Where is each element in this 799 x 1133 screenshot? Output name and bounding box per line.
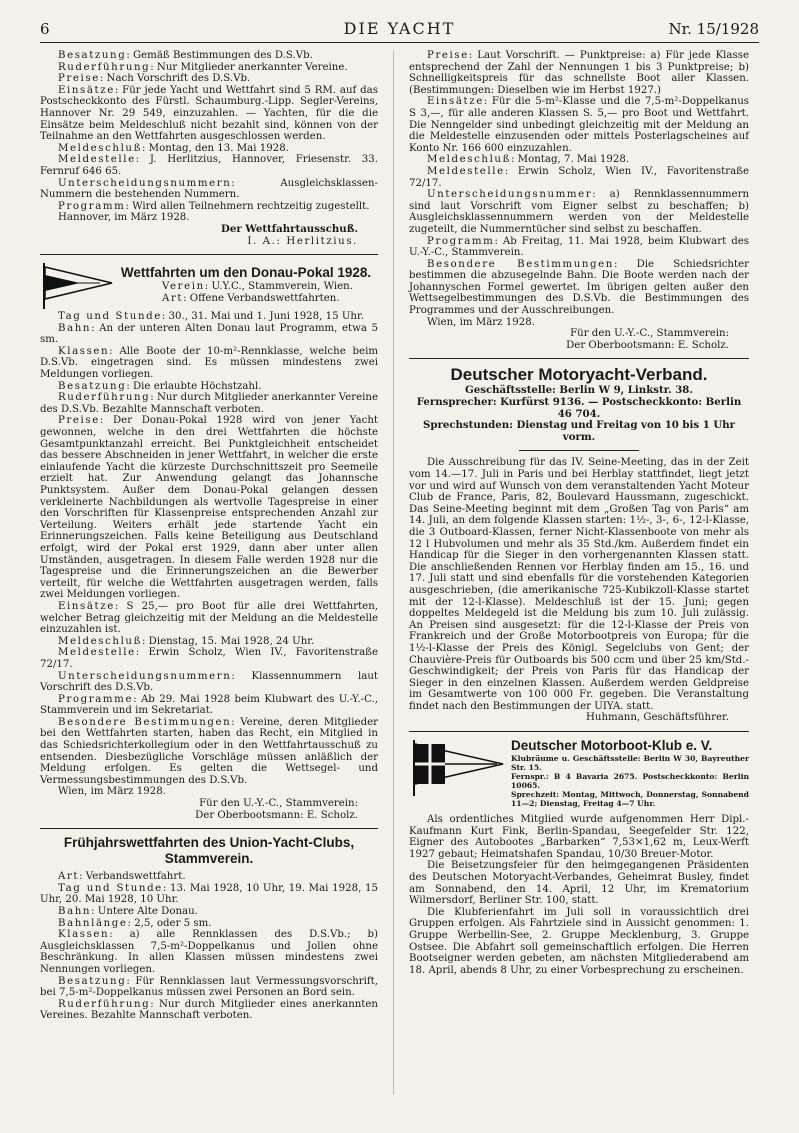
entry-item	[40, 346, 378, 381]
entry-key: Verein	[162, 281, 205, 293]
entry-key: Unterscheidungsnummern	[58, 670, 232, 682]
entry-item	[40, 671, 378, 694]
right-column	[409, 50, 749, 976]
entry-item	[40, 381, 378, 393]
donau-pokal-heading	[114, 261, 378, 304]
entry-item	[40, 717, 378, 787]
entry-key: Tag und Stunde	[58, 882, 163, 894]
hannover-place-date: Hannover, im März 1928.	[58, 212, 190, 224]
entry-key: Besatzung	[58, 380, 127, 392]
entry-item	[40, 918, 378, 930]
entry-item	[40, 601, 378, 636]
donau-signature-club: Für den U.-Y.-C., Stammverein:	[199, 798, 358, 810]
entry-key: Preise	[427, 50, 469, 61]
entry-text: : U.Y.C., Stammverein, Wien.	[204, 281, 353, 293]
club-flag-icon	[409, 738, 505, 798]
donau-place-date: Wien, im März 1928.	[58, 786, 166, 798]
header-rule	[40, 42, 759, 43]
entry-text: : Erwin Scholz, Wien IV., Favoritenstraße 72/17.	[409, 165, 749, 189]
entry-item	[409, 259, 749, 317]
entry-text: : Vereine, deren Mitglieder bei den Wettfahrten starten, haben das Recht, ein Mitglied in das Schiedsrichterkollegium oder in den Wettfahrtausschuß zu entsenden. Diesbezügliche Vorschläge müssen anläßlich der Meldung erfolgen. Es gelten die Wettsegel- und Vermessungsbestimmungen des D.S.Vb.	[40, 716, 378, 786]
dmk-paragraph-funeral: Die Beisetzungsfeier für den heimgegangenen Präsidenten des Deutschen Motoryacht-Verbandes, Geheimrat Busley, findet am Sonnabend, den 14. April, 12 Uhr, im Krematorium Wilmersdorf, Berliner Str. 100, statt.	[409, 860, 749, 907]
donau-pokal-title: Wettfahrten um den Donau-Pokal 1928.	[120, 265, 372, 281]
entry-key: Einsätze	[58, 600, 115, 612]
entry-item	[40, 929, 378, 975]
entry-key: Unterscheidungsnummern	[58, 177, 232, 189]
entry-text: : Gemäß Bestimmungen des D.S.Vb.	[126, 50, 313, 61]
entry-text: : a) Rennklassennummern sind laut Vorschrift vom Eigner selbst zu beschaffen; b) Ausgleichsklassennummern werden von der Meldestelle zugeteilt, die Nummerntücher sind selbst zu beschaffen.	[409, 189, 749, 235]
entry-key: Art	[58, 871, 80, 883]
entry-item	[40, 50, 378, 62]
entry-key: Meldeschluß	[58, 142, 142, 154]
entry-key: Besondere Bestimmungen	[58, 716, 232, 728]
entry-item	[40, 73, 378, 85]
entry-key: Meldestelle	[58, 154, 136, 166]
entry-text: : Ab Freitag, 11. Mai 1928, beim Klubwart des U.-Y.-C., Stammverein.	[409, 235, 749, 259]
entry-key: Preise	[58, 73, 100, 85]
entry-key: Klassen	[58, 929, 110, 941]
entry-text: : S 25,— pro Boot für alle drei Wettfahrten, welcher Betrag gleichzeitig mit der Meldung an die Meldestelle einzuzahlen ist.	[40, 600, 378, 636]
entry-text: : J. Herlitzius, Hannover, Friesenstr. 33. Fernruf 646 65.	[40, 154, 378, 177]
issue-number: Nr. 15/1928	[668, 20, 759, 38]
entry-item	[40, 154, 378, 177]
union-place-date: Wien, im März 1928.	[427, 316, 535, 328]
entry-text: : Laut Vorschrift. — Punktpreise: a) Für jede Klasse entsprechend der Zahl der Nennungen 1 bis 3 Punktpreise; b) Schnelligkeitspreis für das schnellste Boot aller Klassen. (Bestimmungen: Dieselben wie im Herbst 1927.)	[409, 50, 749, 96]
section-rule	[409, 358, 749, 359]
dmk-paragraph-member: Als ordentliches Mitglied wurde aufgenommen Herr Dipl.-Kaufmann Kurt Fink, Berlin-Spandau, Seegefelder Str. 122, Eigner des Autobootes „Barbarken“ 7,53×1,62 m, Leux-Werft 1927 gebaut; Heimatshafen Spandau, 10/30 Breuer-Motor.	[409, 814, 749, 860]
section-rule	[40, 254, 378, 255]
entry-key: Art	[162, 292, 184, 304]
dmv-title: Deutscher Motoryacht-Verband.	[450, 365, 708, 385]
entry-text: : 2,5, oder 5 sm.	[127, 917, 212, 929]
entry-key: Ruderführung	[58, 61, 151, 73]
union-yacht-title-1: Frühjahrswettfahrten des Union-Yacht-Clubs,	[63, 835, 355, 851]
entry-text: : Montag, 7. Mai 1928.	[511, 154, 630, 166]
union-signature-club: Für den U.-Y.-C., Stammverein:	[570, 328, 729, 340]
dmv-signature: Huhmann, Geschäftsführer.	[586, 712, 729, 724]
entry-text: : Dienstag, 15. Mai 1928, 24 Uhr.	[142, 635, 315, 647]
entry-text: : 13. Mai 1928, 10 Uhr, 19. Mai 1928, 15 Uhr, 20. Mai 1928, 10 Uhr.	[40, 882, 378, 906]
dmk-paragraph-tour: Die Klubferienfahrt im Juli soll in voraussichtlich drei Gruppen erfolgen. Als Fahrtziele sind in Aussicht genommen: 1. Gruppe Werbellin-See, 2. Gruppe Mecklenburg, 3. Gruppe Ostsee. Die Abfahrt soll gemeinschaftlich erfolgen. Die Herren Bootseigner werden gebeten, am nächsten Mitgliederabend am 18. April, abends 8 Uhr, zu einer Vorbesprechung zu erscheinen.	[409, 906, 749, 976]
hannover-signature-committee: Der Wettfahrtausschuß.	[221, 222, 358, 235]
entry-item	[40, 906, 378, 918]
entry-text: : Erwin Scholz, Wien IV., Favoritenstraße 72/17.	[40, 647, 378, 670]
dmv-phone: Fernsprecher: Kurfürst 9136. — Postscheckkonto: Berlin 46 704.	[416, 396, 742, 420]
entry-item	[40, 871, 378, 883]
entry-text: : Klassennummern laut Vorschrift des D.S.Vb.	[40, 670, 378, 694]
entry-key: Bahnlänge	[58, 917, 128, 929]
left-column	[40, 50, 378, 1022]
entry-text: : Ab 29. Mai 1928 beim Klubwart des U.-Y.-C., Stammverein und im Sekretariat.	[40, 693, 378, 717]
hannover-signature-name: I. A.: Herlitzius.	[247, 235, 358, 247]
entry-item	[40, 143, 378, 155]
entry-item	[144, 281, 378, 293]
union-yacht-details-continued	[409, 50, 749, 317]
entry-item	[40, 311, 378, 323]
dmv-paragraph: Die Ausschreibung für das IV. Seine-Meeting, das in der Zeit vom 14.—17. Juli in Paris und bei Herblay stattfindet, liegt jetzt vor und wird auf Wunsch von dem veranstaltenden Yacht Moteur Club de France, Paris, 82, Boulevard Haussmann, zugeschickt. Das Seine-Meeting beginnt mit dem „Großen Tag von Paris“ am 14. Juli, an dem folgende Klassen starten: 1½-, 3-, 6-, 12-l-Klasse, die 3 Outboard-Klassen, ferner Nicht-Klassenboote von mehr als 12 l Hubvolumen und mehr als 35 Std./km. Außerdem findet ein Handicap für die Sieger in den vorhergenannten Klassen statt. Die anschließenden Rennen vor Herblay finden am 15., 16. und 17. Juli statt und sind ebenfalls für die vorstehenden Kategorien ausgeschrieben, (die amerikanische 725-Kubikzoll-Klasse startet mit der 12-l-Klasse). Meldeschluß ist der 15. Juni; gegen doppeltes Meldegeld ist die Meldung bis zum 10. Juli zulässig. An Preisen sind ausgesetzt: für die 12-l-Klasse der Preis von Frankreich und der Große Motorbootpreis von Europa; für die 1½-l-Klasse der Preis des Königl. Segelclubs von Gent; der Chauvière-Preis für Outboards bis 500 ccm und über 25 km/Std.-Geschwindigkeit; der Preis von Paris für das Handicap der Sieger in den einzelnen Klassen. Außerdem werden Geldpreise im Gesamtwerte von 100 000 Fr. gegeben. Die Veranstaltung findet nach den Bestimmungen der UIYA. statt.	[409, 457, 749, 712]
dmk-title: Deutscher Motorboot-Klub e. V.	[511, 738, 713, 754]
entry-item	[409, 166, 749, 189]
entry-text: : Nur Mitglieder anerkannter Vereine.	[150, 61, 348, 73]
entry-key: Besatzung	[58, 975, 127, 987]
entry-key: Unterscheidungsnummer	[427, 189, 593, 201]
entry-item	[409, 189, 749, 235]
entry-key: Programm	[427, 235, 495, 247]
entry-key: Meldestelle	[427, 165, 505, 177]
donau-signature-name: Der Oberbootsmann: E. Scholz.	[195, 809, 358, 821]
donau-pokal-intro	[114, 281, 378, 304]
page-number: 6	[40, 20, 50, 38]
dmk-heading	[505, 738, 749, 808]
entry-item	[409, 96, 749, 154]
dmk-hours: Sprechzeit: Montag, Mittwoch, Donnerstag, Sonnabend 11—2; Dienstag, Freitag 4—7 Uhr.	[511, 790, 749, 809]
entry-text: : a) alle Rennklassen des D.S.Vb.; b) Ausgleichsklassen 7,5-m²-Doppelkanus und Jollen ohne Beschränkung. In allen Klassen müssen mindestens zwei Nennungen vorliegen.	[40, 929, 378, 975]
entry-item	[40, 976, 378, 999]
entry-item	[409, 154, 749, 166]
entry-item	[40, 647, 378, 670]
entry-item	[40, 323, 378, 346]
entry-item	[409, 236, 749, 259]
entry-text: : Der Donau-Pokal 1928 wird von jener Yacht gewonnen, welche in den drei Wettfahrten die höchste Gesamtpunktanzahl erreicht. Bei Punktgleichheit entscheidet das bessere Abschneiden in jener Wettfahrt, in welcher die erste einlaufende Yacht die kürzeste Durchschnittszeit pro Seemeile erzielt hat. Zur Anwendung gelangt das Johannsche Punktsystem. Außer dem Donau-Pokal gelangen dessen verkleinerte Nachbildungen als wertvolle Tagespreise in einer den Vorschriften für Klassenpreise entsprechenden Anzahl zur Verteilung. Weiters erhält jede startende Yacht ein Erinnerungszeichen. Falls keine Beteiligung aus Deutschland erfolgt, wird der Pokal erst 1929, dann aber unter allen Umständen, ausgetragen. In diesem Falle werden 1928 nur die Tagespreise und die Erinnerungszeichen an die Bewerber verteilt, für welche die Wettfahrten ausgetragen werden, falls zwei Meldungen vorliegen.	[40, 415, 378, 601]
entry-text: : Für Rennklassen laut Vermessungsvorschrift, bei 7,5-m²-Doppelkanus müssen zwei Personen an Bord sein.	[40, 975, 378, 999]
entry-key: Programme	[58, 693, 134, 705]
entry-item	[40, 392, 378, 415]
entry-key: Meldeschluß	[427, 154, 511, 166]
entry-item	[40, 636, 378, 648]
entry-key: Besondere Bestimmungen	[427, 258, 614, 270]
entry-item	[144, 293, 378, 305]
dmv-office: Geschäftsstelle: Berlin W 9, Linkstr. 38.	[465, 384, 693, 397]
short-rule	[519, 450, 639, 451]
column-divider	[393, 50, 394, 1095]
entry-text: : Für die 5-m²-Klasse und die 7,5-m²-Doppelkanus S 3,—, für alle anderen Klassen S. 5,— pro Boot und Wettfahrt. Die Nenngelder sind unbedingt gleichzeitig mit der Meldung an die Meldestelle einzusenden oder mittels Posterlagscheines auf Konto Nr. 166 600 einzuzahlen.	[409, 96, 749, 154]
entry-text: : Für jede Yacht und Wettfahrt sind 5 RM. auf das Postscheckkonto des Fürstl. Schaumburg.-Lipp. Segler-Vereins, Hannover Nr. 29 549, einzuzahlen. — Yachten, für die die Einsätze beim Meldeschluß nicht bezahlt sind, können von der Teilnahme an den Wettfahrten ausgeschlossen werden.	[40, 84, 378, 143]
donau-pokal-details	[40, 311, 378, 786]
entry-key: Einsätze	[58, 84, 115, 96]
entry-text: : Nach Vorschrift des D.S.Vb.	[99, 73, 251, 85]
dmv-hours: Sprechstunden: Dienstag und Freitag von 10 bis 1 Uhr vorm.	[422, 419, 735, 443]
section-rule	[40, 828, 378, 829]
entry-key: Programm	[58, 200, 126, 212]
entry-item	[40, 883, 378, 906]
entry-key: Bahn	[58, 322, 92, 334]
entry-text: : Offene Verbandswettfahrten.	[183, 292, 340, 304]
entry-text: : Montag, den 13. Mai 1928.	[142, 142, 289, 154]
entry-key: Klassen	[58, 345, 110, 357]
dmk-header	[409, 738, 749, 808]
union-yacht-details	[40, 871, 378, 1022]
entry-text: : Untere Alte Donau.	[91, 906, 198, 917]
dmk-office: Klubräume u. Geschäftsstelle: Berlin W 30, Bayreuther Str. 15.	[511, 754, 749, 773]
entry-text: : 30., 31. Mai und 1. Juni 1928, 15 Uhr.	[161, 311, 364, 323]
magazine-title: DIE YACHT	[343, 19, 456, 38]
entry-text: : Die erlaubte Höchstzahl.	[126, 380, 262, 392]
entry-item	[40, 201, 378, 213]
entry-item	[40, 999, 378, 1022]
dmk-phone: Fernspr.: B 4 Bavaria 2675. Postscheckkonto: Berlin 10065.	[511, 772, 749, 791]
entry-text: : Verbandswettfahrt.	[79, 871, 186, 883]
entry-key: Einsätze	[427, 96, 484, 108]
entry-item	[40, 178, 378, 201]
entry-text: : Wird allen Teilnehmern rechtzeitig zugestellt.	[125, 200, 370, 212]
entry-item	[409, 50, 749, 96]
entry-text: : Nur durch Mitglieder eines anerkannten Vereines. Bezahlte Mannschaft verboten.	[40, 998, 378, 1022]
entry-key: Bahn	[58, 906, 92, 917]
donau-pokal-header	[40, 261, 378, 311]
entry-key: Meldestelle	[58, 647, 136, 659]
entry-key: Tag und Stunde	[58, 311, 162, 323]
club-pennant-icon	[40, 261, 114, 311]
entry-text: : Nur durch Mitglieder anerkannter Vereine des D.S.Vb. Bezahlte Mannschaft verboten.	[40, 392, 378, 415]
entry-text: : Die Schiedsrichter bestimmen die abzusegelnde Bahn. Die Boote werden nach der Johannyschen Formel gewertet. Im übrigen gelten außer den Wettsegelbestimmungen des D.S.Vb. die Bestimmungen des Programmes und der Ausschreibungen.	[409, 258, 749, 317]
entry-text: : Ausgleichsklassen-Nummern die bestehenden Nummern.	[40, 177, 378, 201]
hannover-regatta-details	[40, 50, 378, 212]
entry-key: Ruderführung	[58, 392, 151, 404]
union-yacht-title-2: Stammverein.	[164, 851, 254, 867]
entry-item	[40, 62, 378, 74]
entry-text: : An der unteren Alten Donau laut Programm, etwa 5 sm.	[40, 322, 378, 346]
entry-key: Meldeschluß	[58, 635, 142, 647]
entry-text: : Alle Boote der 10-m²-Rennklasse, welche beim D.S.Vb. eingetragen sind. Es müssen mindestens zwei Meldungen vorliegen.	[40, 345, 378, 381]
entry-key: Preise	[58, 415, 100, 427]
entry-key: Ruderführung	[58, 998, 151, 1010]
union-signature-name: Der Oberbootsmann: E. Scholz.	[566, 339, 729, 351]
section-rule	[409, 731, 749, 732]
entry-key: Besatzung	[58, 50, 127, 61]
entry-item	[40, 415, 378, 601]
entry-item	[40, 85, 378, 143]
entry-item	[40, 694, 378, 717]
